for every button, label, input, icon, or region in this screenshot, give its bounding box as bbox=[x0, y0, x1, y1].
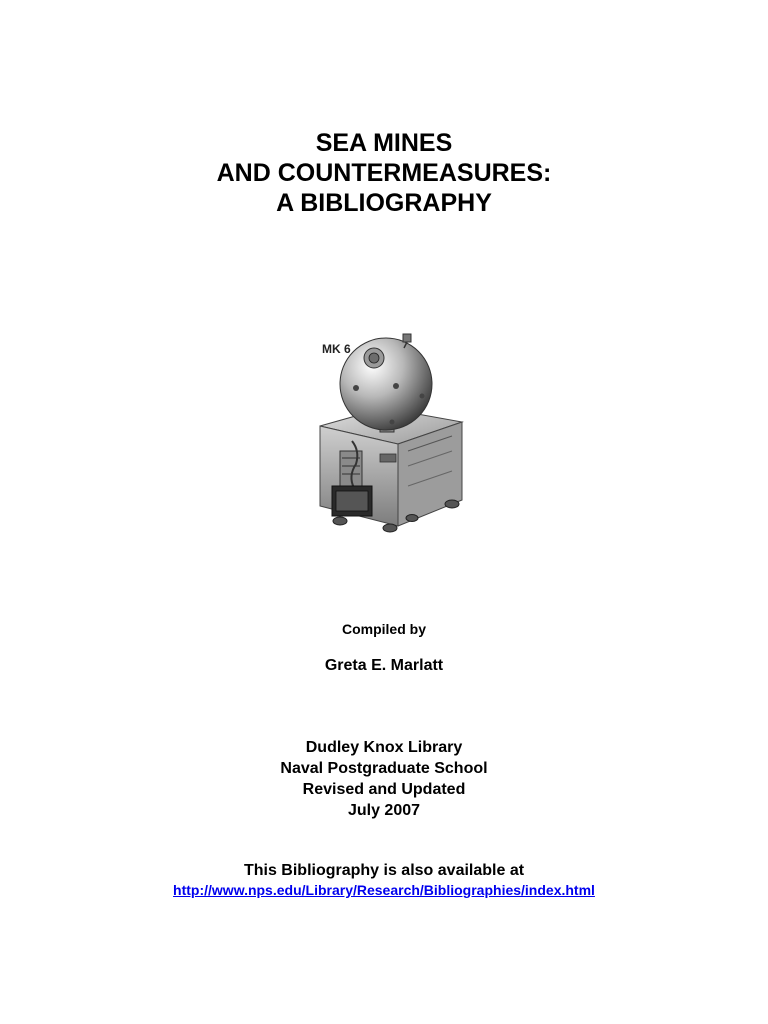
bibliography-url-container bbox=[0, 882, 768, 898]
title-line-3: A BIBLIOGRAPHY bbox=[276, 189, 492, 217]
title-line-2: AND COUNTERMEASURES: bbox=[216, 159, 552, 187]
revision-date: July 2007 bbox=[347, 802, 421, 819]
availability-text: This Bibliography is also available at bbox=[243, 862, 525, 879]
library-name: Dudley Knox Library bbox=[305, 739, 463, 756]
school-name: Naval Postgraduate School bbox=[280, 760, 488, 777]
compiled-by-label: Compiled by bbox=[341, 621, 426, 637]
mine-label: MK 6 bbox=[322, 342, 351, 356]
library-info bbox=[0, 737, 768, 821]
title-line-1: SEA MINES bbox=[315, 129, 453, 157]
sea-mine-icon bbox=[312, 326, 472, 536]
sea-mine-illustration bbox=[312, 326, 472, 536]
author-name: Greta E. Marlatt bbox=[324, 657, 444, 674]
revision-note: Revised and Updated bbox=[302, 781, 466, 798]
document-title bbox=[0, 128, 768, 218]
bibliography-url-link[interactable]: http://www.nps.edu/Library/Research/Bibliographies/index.html bbox=[173, 882, 595, 898]
